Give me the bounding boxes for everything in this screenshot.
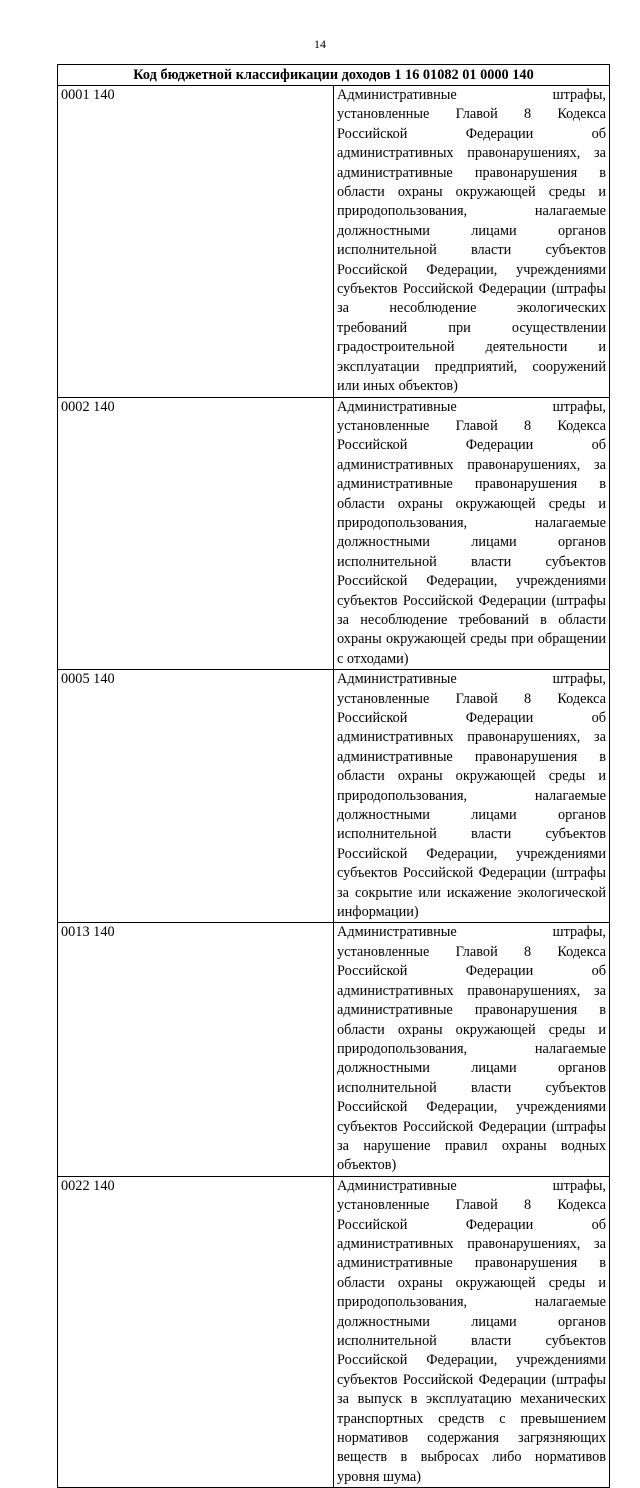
row-description: Административные штрафы, установленные Главой 8 Кодекса Российской Федерации об административных правонарушениях, за административные правонарушения в области охраны окружающей среды и природопользования, налагаемые должностными лицами органов исполнительной власти субъектов Российской Федерации, учреждениями субъектов Российской Федерации (штрафы за выпуск в эксплуатацию механических транспортных средств с превышением нормативов содержания загрязняющих веществ в выбросах либо нормативов уровня шума) bbox=[334, 1176, 610, 1488]
row-code: 0013 140 bbox=[58, 923, 334, 1176]
budget-classification-table bbox=[57, 64, 610, 1488]
row-description: Административные штрафы, установленные Главой 8 Кодекса Российской Федерации об административных правонарушениях, за административные правонарушения в области охраны окружающей среды и природопользования, налагаемые должностными лицами органов исполнительной власти субъектов Российской Федерации, учреждениями субъектов Российской Федерации (штрафы за нарушение правил охраны водных объектов) bbox=[334, 923, 610, 1176]
table-header-row bbox=[58, 65, 610, 86]
table-row bbox=[58, 1176, 610, 1488]
row-code: 0022 140 bbox=[58, 1176, 334, 1488]
row-description: Административные штрафы, установленные Главой 8 Кодекса Российской Федерации об административных правонарушениях, за административные правонарушения в области охраны окружающей среды и природопользования, налагаемые должностными лицами органов исполнительной власти субъектов Российской Федерации, учреждениями субъектов Российской Федерации (штрафы за несоблюдение экологических требований при осуществлении градостроительной деятельности и эксплуатации предприятий, сооружений или иных объектов) bbox=[334, 86, 610, 398]
row-description: Административные штрафы, установленные Главой 8 Кодекса Российской Федерации об административных правонарушениях, за административные правонарушения в области охраны окружающей среды и природопользования, налагаемые должностными лицами органов исполнительной власти субъектов Российской Федерации, учреждениями субъектов Российской Федерации (штрафы за несоблюдение требований в области охраны окружающей среды при обращении с отходами) bbox=[334, 397, 610, 670]
table-row bbox=[58, 670, 610, 923]
table-header: Код бюджетной классификации доходов 1 16 01082 01 0000 140 bbox=[58, 65, 610, 86]
table-row bbox=[58, 397, 610, 670]
row-code: 0001 140 bbox=[58, 86, 334, 398]
table-row bbox=[58, 923, 610, 1176]
table-row bbox=[58, 86, 610, 398]
row-description: Административные штрафы, установленные Главой 8 Кодекса Российской Федерации об административных правонарушениях, за административные правонарушения в области охраны окружающей среды и природопользования, налагаемые должностными лицами органов исполнительной власти субъектов Российской Федерации, учреждениями субъектов Российской Федерации (штрафы за сокрытие или искажение экологической информации) bbox=[334, 670, 610, 923]
page-number: 14 bbox=[314, 37, 326, 51]
row-code: 0002 140 bbox=[58, 397, 334, 670]
row-code: 0005 140 bbox=[58, 670, 334, 923]
